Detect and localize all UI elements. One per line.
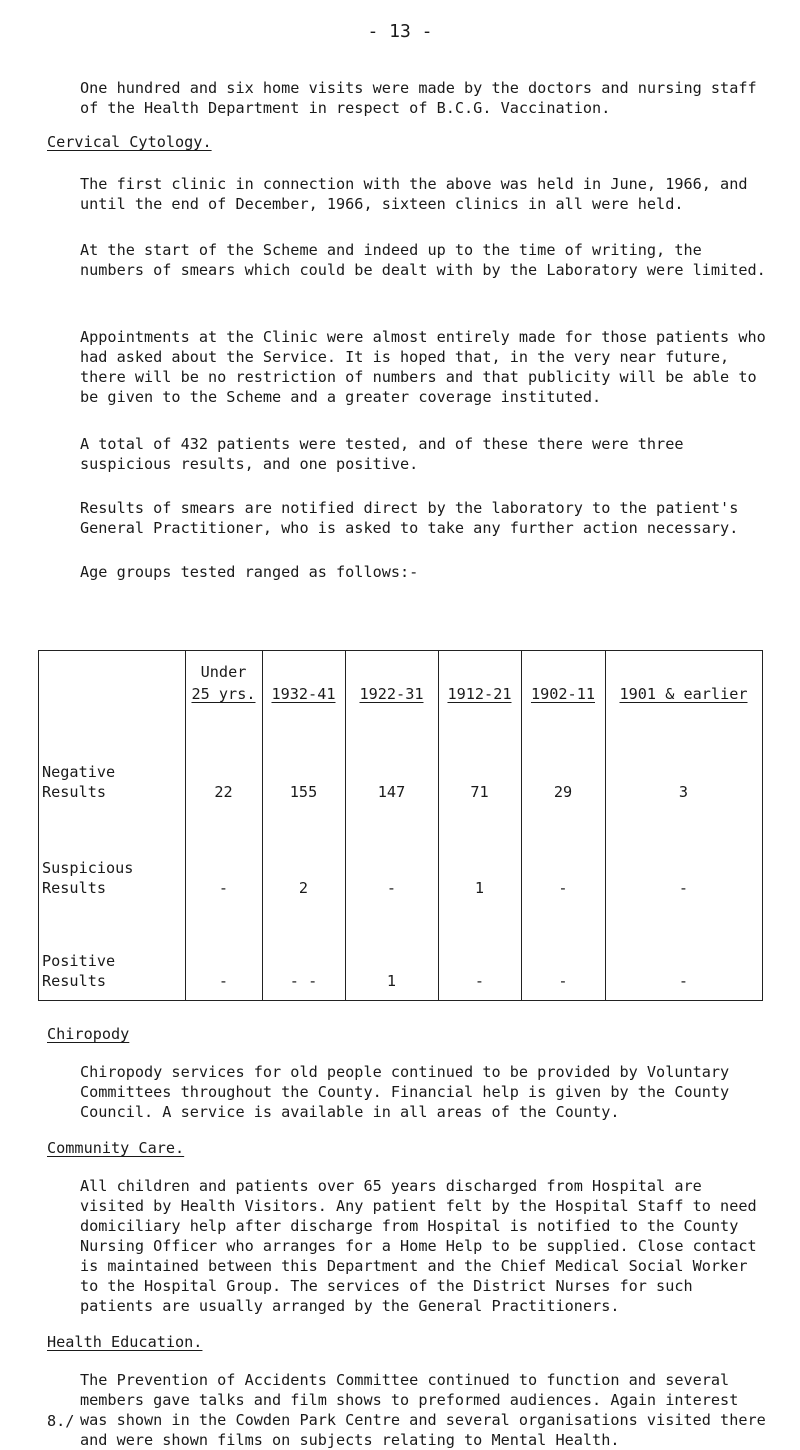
column-header: 1922-31 <box>359 685 424 703</box>
column-header: 1912-21 <box>447 685 512 703</box>
cervical-p6: Age groups tested ranged as follows:- <box>80 563 419 581</box>
table-cell: - <box>218 879 229 897</box>
community-care-p1: All children and patients over 65 years discharged from Hospital are visited by Health Visitors. Any patient felt by the Hospital Staff to need domiciliary help after discharge from Hospital is notified to the County Nursing Officer who arranges for a Home Help to be supplied. Close contact is maintained between this Department and the Chief Medical Social Worker to the Hospital Group. The services of the District Nurses for such patients are usually arranged by the General Practitioners. <box>80 1177 766 1315</box>
row-label: Positive <box>42 952 116 970</box>
table-cell: - <box>678 879 689 897</box>
table-cell: - <box>386 879 397 897</box>
row-label: Results <box>42 972 107 990</box>
community-care-heading: Community Care. <box>47 1139 185 1157</box>
table-cell: 147 <box>377 783 406 801</box>
column-header-top: Under <box>200 663 247 681</box>
column-header: 1902-11 <box>530 685 595 703</box>
table-cell: 3 <box>678 783 689 801</box>
cervical-p1: The first clinic in connection with the above was held in June, 1966, and until the end of December, 1966, sixteen clinics in all were held. <box>80 175 757 213</box>
table-cell: 2 <box>298 879 309 897</box>
row-label: Negative <box>42 763 116 781</box>
table-cell: 1 <box>474 879 485 897</box>
age-groups-table <box>38 650 763 1000</box>
table-cell: 1 <box>386 972 397 990</box>
table-cell: - <box>558 972 568 990</box>
health-education-heading: Health Education. <box>47 1333 203 1351</box>
table-cell: - <box>474 972 485 990</box>
chiropody-heading: Chiropody <box>47 1025 130 1043</box>
table-cell: - <box>218 972 229 990</box>
health-education-p1: The Prevention of Accidents Committee continued to function and several members gave talks and film shows to preformed audiences. Again interest was shown in the Cowden Park Centre and several organisations visited there and were shown films on subjects relating to Mental Health. <box>80 1371 775 1449</box>
footer-reference: 8./ <box>47 1412 75 1430</box>
column-header: 1932-41 <box>271 685 336 703</box>
row-label: Results <box>42 783 107 801</box>
table-cell: 155 <box>289 783 318 801</box>
table-cell: - <box>558 879 568 897</box>
cervical-heading: Cervical Cytology. <box>47 133 212 151</box>
table-cell: 71 <box>470 783 489 801</box>
column-header: 1901 & earlier <box>619 685 748 703</box>
cervical-p5: Results of smears are notified direct by the laboratory to the patient's General Practitioner, who is asked to take any further action necessary. <box>80 499 748 537</box>
row-label: Suspicious <box>42 859 134 877</box>
table-cell: 29 <box>553 783 573 801</box>
cervical-p3: Appointments at the Clinic were almost entirely made for those patients who had asked about the Service. It is hoped that, in the very near future, there will be no restriction of numbers and that publicity will be able to be given to the Scheme and a greater coverage instituted. <box>80 328 775 406</box>
table-left-rule <box>38 650 39 1000</box>
row-label: Results <box>42 879 107 897</box>
table-cell: - <box>678 972 689 990</box>
table-cell: - - <box>289 972 318 990</box>
column-header: 25 yrs. <box>191 685 256 703</box>
chiropody-p1: Chiropody services for old people continued to be provided by Voluntary Committees throughout the County. Financial help is given by the County Council. A service is available in all areas of the County. <box>80 1063 739 1121</box>
table-bottom-rule <box>38 1000 763 1001</box>
table-top-rule <box>38 650 763 651</box>
page-number: - 13 - <box>367 21 433 42</box>
cervical-p4: A total of 432 patients were tested, and of these there were three suspicious results, and one positive. <box>80 435 693 473</box>
table-cell: 22 <box>214 783 233 801</box>
cervical-p2: At the start of the Scheme and indeed up to the time of writing, the numbers of smears which could be dealt with by the Laboratory were limited. <box>80 241 766 279</box>
intro-paragraph: One hundred and six home visits were made by the doctors and nursing staff of the Health Department in respect of B.C.G. Vaccination. <box>80 79 766 117</box>
table-right-rule <box>762 650 763 1000</box>
